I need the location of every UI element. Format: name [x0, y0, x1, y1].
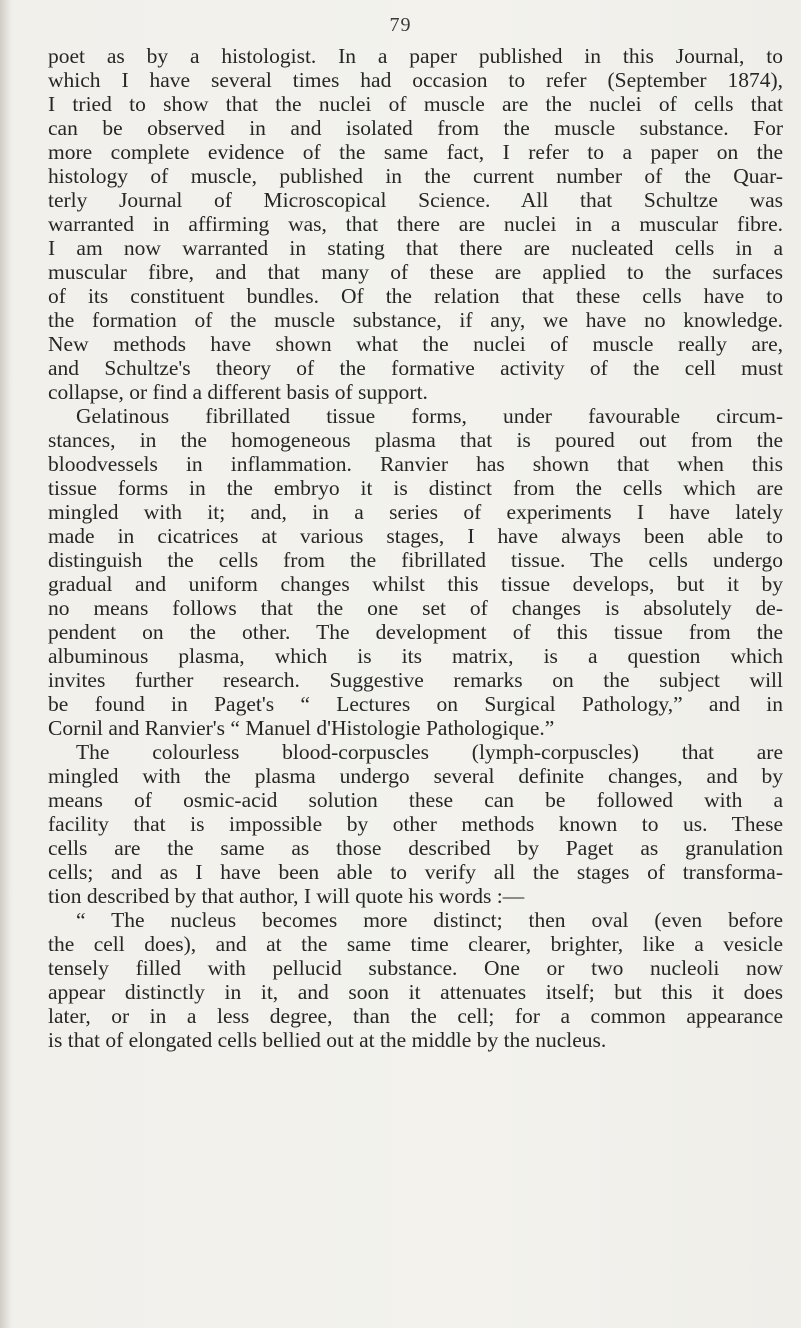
body-text — [48, 44, 783, 1052]
text-line: mingled with it; and, in a series of experiments I have lately — [48, 500, 783, 524]
quotation-line: the cell does), and at the same time clearer, brighter, like a vesicle — [48, 932, 783, 956]
text-line: tissue forms in the embryo it is distinct from the cells which are — [48, 476, 783, 500]
text-line: warranted in affirming was, that there are nuclei in a muscular fibre. — [48, 212, 783, 236]
text-line: invites further research. Suggestive remarks on the subject will — [48, 668, 783, 692]
quotation-line: is that of elongated cells bellied out at the middle by the nucleus. — [48, 1028, 607, 1052]
text-line: poet as by a histologist. In a paper published in this Journal, to — [48, 44, 783, 68]
text-line: facility that is impossible by other methods known to us. These — [48, 812, 783, 836]
quotation-start: “ The nucleus becomes more distinct; then oval (even before — [76, 908, 783, 932]
text-line: terly Journal of Microscopical Science. All that Schultze was — [48, 188, 783, 212]
text-line: Cornil and Ranvier's “ Manuel d'Histologie Pathologique.” — [48, 716, 555, 740]
text-line: be found in Paget's “ Lectures on Surgical Pathology,” and in — [48, 692, 783, 716]
text-line: the formation of the muscle substance, if any, we have no knowledge. — [48, 308, 783, 332]
text-line: I am now warranted in stating that there are nucleated cells in a — [48, 236, 783, 260]
quotation-line: appear distinctly in it, and soon it attenuates itself; but this it does — [48, 980, 783, 1004]
paragraph-start: The colourless blood-corpuscles (lymph-corpuscles) that are — [76, 740, 783, 764]
text-line: I tried to show that the nuclei of muscle are the nuclei of cells that — [48, 92, 783, 116]
text-line: no means follows that the one set of changes is absolutely de- — [48, 596, 783, 620]
text-line: albuminous plasma, which is its matrix, is a question which — [48, 644, 783, 668]
text-line: cells; and as I have been able to verify all the stages of transforma- — [48, 860, 783, 884]
page-number: 79 — [389, 14, 412, 36]
text-line: tion described by that author, I will quote his words :— — [48, 884, 525, 908]
text-line: mingled with the plasma undergo several definite changes, and by — [48, 764, 783, 788]
text-line: more complete evidence of the same fact, I refer to a paper on the — [48, 140, 783, 164]
text-line: New methods have shown what the nuclei of muscle really are, — [48, 332, 783, 356]
text-line: pendent on the other. The development of this tissue from the — [48, 620, 783, 644]
text-line: collapse, or find a different basis of support. — [48, 380, 428, 404]
quotation-line: later, or in a less degree, than the cell; for a common appearance — [48, 1004, 783, 1028]
text-line: can be observed in and isolated from the muscle substance. For — [48, 116, 783, 140]
text-line: made in cicatrices at various stages, I have always been able to — [48, 524, 783, 548]
text-line: of its constituent bundles. Of the relation that these cells have to — [48, 284, 783, 308]
text-line: which I have several times had occasion to refer (September 1874), — [48, 68, 783, 92]
paragraph-start: Gelatinous fibrillated tissue forms, under favourable circum- — [76, 404, 783, 428]
quotation-line: tensely filled with pellucid substance. One or two nucleoli now — [48, 956, 783, 980]
text-line: distinguish the cells from the fibrillated tissue. The cells undergo — [48, 548, 783, 572]
text-line: muscular fibre, and that many of these are applied to the surfaces — [48, 260, 783, 284]
text-line: gradual and uniform changes whilst this tissue develops, but it by — [48, 572, 783, 596]
page-spine-shadow — [0, 0, 10, 1328]
text-line: bloodvessels in inflammation. Ranvier has shown that when this — [48, 452, 783, 476]
text-line: stances, in the homogeneous plasma that is poured out from the — [48, 428, 783, 452]
text-line: and Schultze's theory of the formative activity of the cell must — [48, 356, 783, 380]
text-line: histology of muscle, published in the current number of the Quar- — [48, 164, 783, 188]
text-line: cells are the same as those described by Paget as granulation — [48, 836, 783, 860]
text-line: means of osmic-acid solution these can be followed with a — [48, 788, 783, 812]
